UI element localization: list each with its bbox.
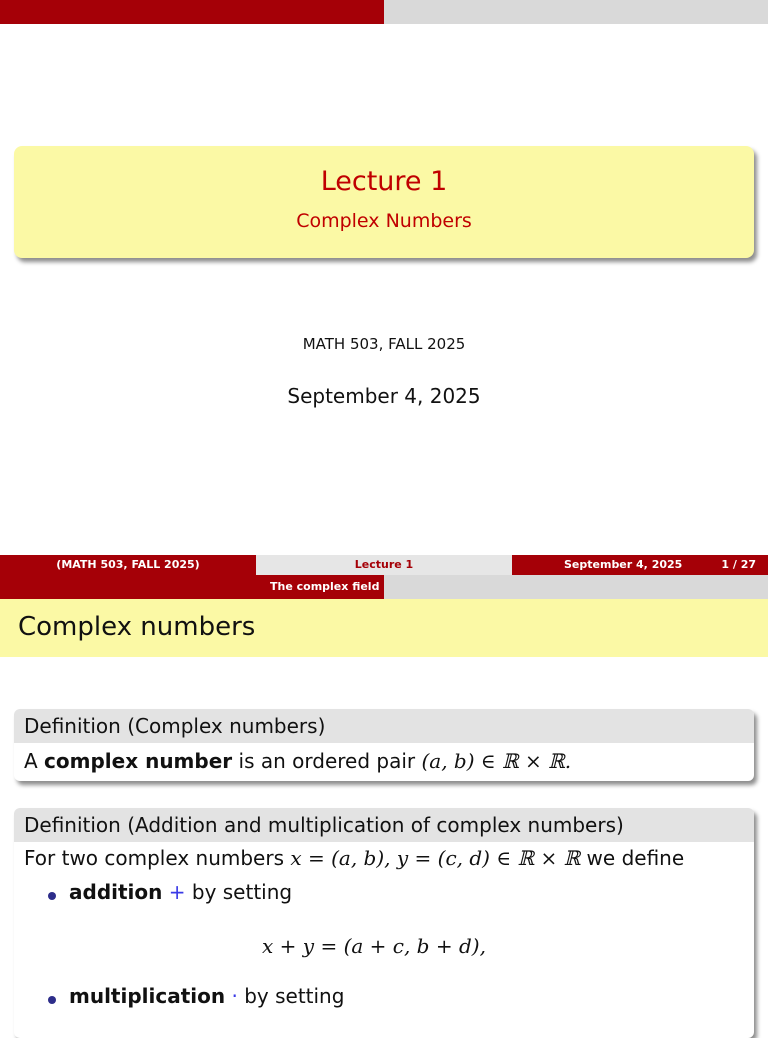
footer-title: Lecture 1 bbox=[256, 555, 512, 575]
lecture-date: September 4, 2025 bbox=[287, 384, 481, 408]
definition-body bbox=[14, 743, 754, 779]
course-name: MATH 503, FALL 2025 bbox=[302, 335, 466, 353]
def1-text-pre: A bbox=[24, 749, 45, 773]
multiplication-rest: by setting bbox=[237, 984, 345, 1008]
header-bar-left bbox=[0, 0, 384, 24]
footer-date: September 4, 2025 bbox=[564, 558, 683, 571]
def2-intro-post: we define bbox=[580, 846, 685, 870]
multiplication-term: multiplication bbox=[69, 984, 226, 1008]
dot-symbol: · bbox=[231, 984, 238, 1008]
def1-text-mid: is an ordered pair bbox=[232, 749, 422, 773]
addition-equation: x + y = (a + c, b + d), bbox=[262, 934, 486, 958]
lecture-title: Lecture 1 bbox=[320, 166, 448, 197]
addition-term: addition bbox=[69, 880, 163, 904]
addition-rest: by setting bbox=[185, 880, 293, 904]
nav-bar-right bbox=[384, 575, 768, 599]
def1-math: (a, b) ∈ ℝ × ℝ. bbox=[421, 749, 572, 773]
footer-course: (MATH 503, FALL 2025) bbox=[0, 555, 256, 575]
def2-intro bbox=[24, 846, 684, 870]
definition-title: Definition (Addition and multiplication of complex numbers) bbox=[14, 808, 754, 842]
definition-block-complex-numbers bbox=[14, 709, 754, 781]
def2-intro-pre: For two complex numbers bbox=[24, 846, 291, 870]
definition-body bbox=[14, 842, 754, 1038]
footer-page-number: 1 / 27 bbox=[721, 558, 756, 571]
list-item-addition bbox=[69, 880, 292, 904]
list-item-multiplication bbox=[69, 984, 344, 1008]
lecture-subtitle: Complex Numbers bbox=[296, 210, 472, 232]
def1-term: complex number bbox=[44, 749, 233, 773]
header-bar-right bbox=[384, 0, 768, 24]
section-label[interactable]: The complex field bbox=[270, 580, 380, 593]
bullet-icon bbox=[48, 996, 56, 1004]
def2-intro-math: x = (a, b), y = (c, d) ∈ ℝ × ℝ bbox=[290, 846, 581, 870]
frame-title: Complex numbers bbox=[18, 612, 256, 642]
footer-right bbox=[512, 555, 768, 575]
nav-bar-left bbox=[0, 575, 384, 599]
definition-title: Definition (Complex numbers) bbox=[14, 709, 754, 743]
title-box bbox=[14, 146, 754, 258]
plus-symbol: + bbox=[168, 880, 186, 904]
bullet-icon bbox=[48, 892, 56, 900]
definition-block-operations bbox=[14, 808, 754, 1038]
